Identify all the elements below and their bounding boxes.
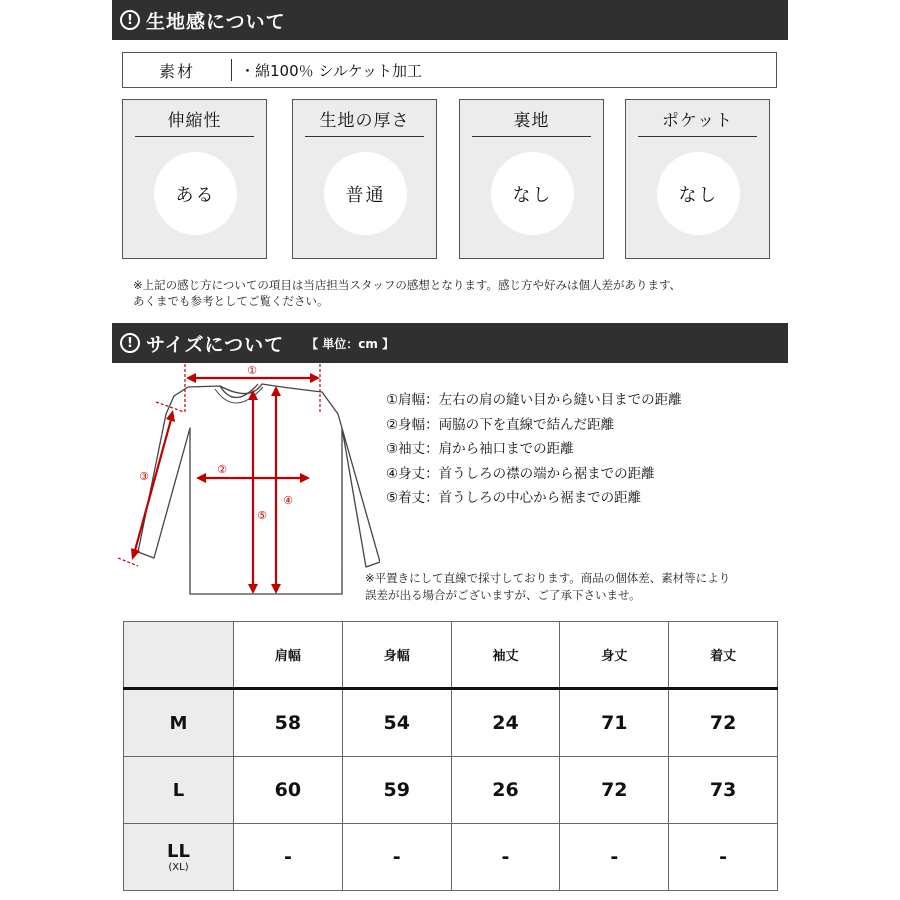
feel-card-thickness [292, 99, 437, 259]
table-cell: - [342, 824, 451, 891]
table-cell: - [560, 824, 669, 891]
feel-card-value: ある [154, 152, 237, 235]
table-cell: 54 [342, 689, 451, 757]
table-row [124, 824, 778, 891]
measurement-note [365, 570, 730, 604]
table-header-cell: 身幅 [342, 622, 451, 689]
feel-card-label: 伸縮性 [135, 106, 254, 137]
label-sleeve: ③ [139, 470, 149, 483]
material-row [122, 52, 777, 88]
unit-label: 【 単位：cm 】 [306, 336, 395, 351]
label-body-width: ② [217, 463, 227, 476]
feel-card-label: 生地の厚さ [305, 106, 424, 137]
table-cell: 73 [669, 757, 778, 824]
label-length-center: ⑤ [257, 509, 267, 522]
table-header-cell: 身丈 [560, 622, 669, 689]
shirt-outline [138, 384, 380, 594]
table-cell: 58 [234, 689, 343, 757]
exclamation-icon: ! [120, 333, 140, 353]
legend-item: ③袖丈：肩から袖口までの距離 [386, 441, 574, 457]
feel-card-label: 裏地 [472, 106, 591, 137]
size-section-title: サイズについて [146, 333, 285, 356]
fabric-note-line: あくまでも参考としてご覧ください。 [133, 294, 329, 308]
table-row [124, 757, 778, 824]
feel-card-value: なし [491, 152, 574, 235]
measurement-legend [386, 388, 682, 511]
fabric-note [133, 277, 681, 309]
size-section-header [112, 323, 788, 363]
fabric-section-title: 生地感について [146, 10, 286, 33]
legend-item: ⑤着丈：首うしろの中心から裾までの距離 [386, 490, 642, 506]
size-label: L [124, 757, 234, 824]
table-cell: 59 [342, 757, 451, 824]
material-divider [231, 59, 232, 81]
material-label: 素材 [158, 61, 195, 81]
arrowhead [186, 373, 196, 383]
shirt-measurement-diagram [110, 362, 380, 602]
material-value: ・綿100％ シルケット加工 [240, 61, 422, 80]
arrowhead [310, 373, 320, 383]
label-length-collar: ④ [283, 494, 293, 507]
table-cell: 72 [669, 689, 778, 757]
feel-card-pocket [625, 99, 770, 259]
table-row [124, 689, 778, 757]
legend-item: ④身丈：首うしろの襟の端から裾までの距離 [386, 465, 655, 482]
size-label-cell [124, 824, 234, 891]
table-header-cell: 袖丈 [451, 622, 560, 689]
table-cell: - [234, 824, 343, 891]
fabric-section-header [112, 0, 788, 40]
table-header-cell: 肩幅 [234, 622, 343, 689]
measurement-note-line: 誤差が出る場合がございますが、ご了承下さいませ。 [365, 588, 641, 602]
size-label: M [124, 689, 234, 757]
feel-card-lining [459, 99, 604, 259]
feel-card-value: なし [657, 152, 740, 235]
size-table [123, 621, 778, 891]
table-cell: 24 [451, 689, 560, 757]
feel-card-value: 普通 [324, 152, 407, 235]
guide-sleeve-bottom [118, 558, 138, 566]
label-shoulder: ① [247, 364, 257, 377]
legend-item: ②身幅：両脇の下を直線で結んだ距離 [386, 416, 615, 433]
feel-card-stretch [122, 99, 267, 259]
size-label: LL [167, 841, 190, 862]
exclamation-icon: ! [120, 10, 140, 30]
table-cell: 72 [560, 757, 669, 824]
size-sublabel: (XL) [168, 862, 189, 873]
table-cell: 71 [560, 689, 669, 757]
fabric-note-line: ※上記の感じ方についての項目は当店担当スタッフの感想となります。感じ方や好みは個人差があります、 [133, 278, 682, 292]
measurement-note-line: ※平置きにして直線で採寸しております。商品の個体差、素材等により [365, 571, 731, 585]
table-cell: 60 [234, 757, 343, 824]
table-cell: - [451, 824, 560, 891]
feel-card-label: ポケット [638, 106, 757, 137]
table-corner-cell [124, 622, 234, 689]
table-header-cell: 着丈 [669, 622, 778, 689]
legend-item: ①肩幅：左右の肩の縫い目から縫い目までの距離 [386, 392, 682, 408]
table-header-row [124, 622, 778, 689]
table-cell: - [669, 824, 778, 891]
table-cell: 26 [451, 757, 560, 824]
